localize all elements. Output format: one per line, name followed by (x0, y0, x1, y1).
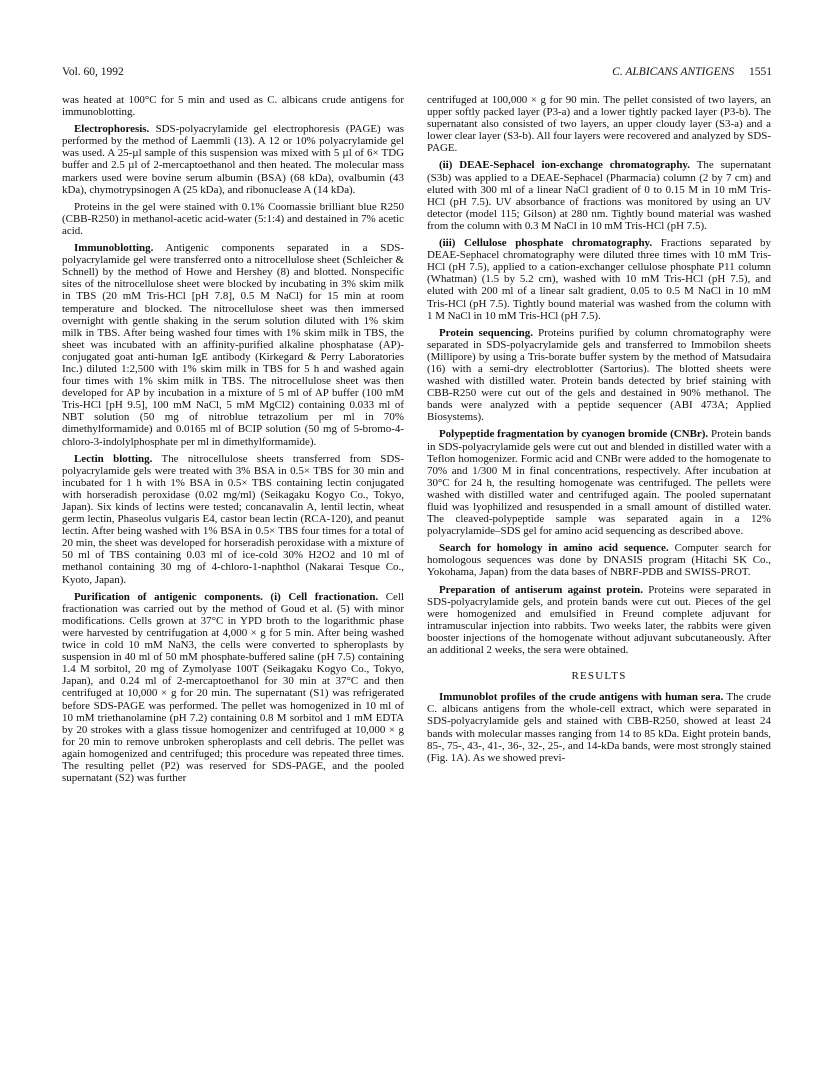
header-right (612, 66, 772, 78)
paragraph: centrifuged at 100,000 × g for 90 min. The pellet consisted of two layers, an upper softly packed layer (P3-a) and a lower tightly packed layer (P3-b). The supernatant also consisted of two layers, an upper cloudy layer (S3-a) and a lower clear layer (S3-b). All four layers were recovered and analyzed by SDS-PAGE. (427, 94, 771, 155)
paragraph: Lectin blotting. The nitrocellulose sheets transferred from SDS-polyacrylamide gels were treated with 3% BSA in 0.5× TBS for 30 min and incubated for 1 h with 1% BSA in 0.5× TBS containing lectin conjugated with horseradish peroxidase (0.02 mg/ml) (Seikagaku Kogyo Co., Tokyo, Japan). Six kinds of lectins were tested; concanavalin A, lentil lectin, wheat germ lectin, Phaseolus vulgaris E4, castor bean lectin (RCA-120), and peanut lectin. After being washed with 1% BSA in 0.5× TBS four times for a total of 20 min, the sheet was developed for horseradish peroxidase with a mixture of 50 ml of TBS containing 0.03 ml of ice-cold 30% H2O2 and 10 ml of methanol containing 30 mg of 4-chloro-1-naphthol (Nakarai Tesque Co., Kyoto, Japan). (62, 452, 404, 586)
section-heading: Electrophoresis. (74, 123, 150, 136)
results-section-title: RESULTS (571, 670, 627, 683)
section-heading: Immunoblotting. (74, 242, 154, 255)
paragraph: Immunoblot profiles of the crude antigens with human sera. The crude C. albicans antigens from the whole-cell extract, which were separated in SDS-polyacrylamide gels and stained with CBB-R250, showed at least 24 bands with molecular masses ranging from 14 to 85 kDa. Eight protein bands, 85-, 75-, 43-, 41-, 36-, 32-, 25-, and 14-kDa bands, were most strongly stained (Fig. 1A). As we showed previ- (427, 691, 771, 764)
volume-year: Vol. 60, 1992 (62, 66, 124, 78)
paragraph: Protein sequencing. Proteins purified by column chromatography were separated in SDS-polyacrylamide gels and transferred to Immobilon sheets (Millipore) by using a Tris-borate buffer system by the method of Matsudaira (16) with a semi-dry electroblotter (Sartorius). The blotted sheets were washed with distilled water. Protein bands detected by brief staining with CBB-R250 were cut out of the gels and destained in 90% methanol. The bands were analyzed with a peptide sequencer (ABI 473A; Applied Biosystems). (427, 326, 771, 424)
running-header (62, 66, 772, 84)
paragraph: Proteins in the gel were stained with 0.1% Coomassie brilliant blue R250 (CBB-R250) in methanol-acetic acid-water (5:1:4) and destained in 7% acetic acid. (62, 200, 404, 237)
paragraph: Preparation of antiserum against protein. Proteins were separated in SDS-polyacrylamide gels, and protein bands were cut out. Pieces of the gel were homogenized and emulsified in Freund complete adjuvant for intramuscular injection into rabbits. Two weeks later, the rabbits were given booster injections of the homogenate without adjuvant subcutaneously. After an additional 2 weeks, the sera were obtained. (427, 583, 772, 657)
right-column (427, 94, 771, 765)
section-heading: Search for homology in amino acid sequence. (439, 542, 669, 555)
paragraph: Immunoblotting. Antigenic components separated in a SDS-polyacrylamide gel were transferred onto a nitrocellulose sheet (Schleicher & Schnell) by the method of Howe and Hershey (8) and blotted. Nonspecific sites of the nitrocellulose sheet were blocked by incubating in 3% skim milk in TBS (20 mM Tris-HCl [pH 7.8], 0.5 M NaCl) for 15 min at room temperature and blocked. The nitrocellulose sheet was then immersed overnight with gentle shaking in the serum solution diluted with 1% skim milk in TBS. After being washed four times with 1% skim milk in TBS, the sheet was incubated with an affinity-purified alkaline phosphatase (AP)-conjugated goat anti-human IgE antibody (Kirkegard & Perry Laboratories Inc.) diluted 1:2,500 with 1% skim milk in TBS for 5 h and washed again four times with 1% skim milk in TBS. The nitrocellulose sheet was then developed for AP by incubation in a mixture of 5 ml of AP buffer (100 mM Tris-HCl [pH 9.5], 100 mM NaCl, 5 mM MgCl2) containing 0.033 ml of NBT solution (50 mg of nitroblue tetrazolium per ml in 70% dimethylformamide) and 0.0165 ml of BCIP solution (50 mg of 5-bromo-4-chloro-3-indolylphosphate per ml in dimethylformamide). (62, 242, 404, 448)
paragraph: Purification of antigenic components. (i) Cell fractionation. Cell fractionation was carried out by the method of Goud et al. (5) with minor modifications. Cells grown at 37°C in YPD broth to the logarithmic phase were harvested by centrifugation at 4,000 × g for 5 min. After being washed twice in cold 10 mM NaN3, the cells were converted to spheroplasts by suspension in 40 ml of 50 mM phosphate-buffered saline (pH 7.5) containing 1.4 M sorbitol, 20 mg of Zymolyase 100T (Seikagaku Kogyo Co., Tokyo, Japan), and 0.24 ml of 2-mercaptoethanol for 30 min at 37°C and then centrifuged at 10,000 × g for 20 min. The supernatant (S1) was refrigerated before SDS-PAGE was performed. The pellet was homogenized in 10 ml of 10 mM triethanolamine (pH 7.2) containing 0.8 M sorbitol and 1 mM EDTA by 20 strokes with a glass tissue homogenizer and centrifuged at 10,000 × g for 20 min to remove unbroken spheroplasts and cell debris. The pellet was again homogenized and centrifuged; this procedure was repeated three times. The resulting pellet (P2) was reserved for SDS-PAGE, and the pooled supernatant (S2) was further (62, 590, 404, 785)
section-heading: (iii) Cellulose phosphate chromatography. (439, 237, 653, 250)
paragraph: Electrophoresis. SDS-polyacrylamide gel electrophoresis (PAGE) was performed by the method of Laemmli (13). A 12 or 10% polyacrylamide gel was used. A 25-µl sample of this suspension was mixed with 5 µl of 6× TDG buffer and 2.5 µl of 2-mercaptoethanol and then heated. The molecular mass markers used were bovine serum albumin (BSA) (68 kDa), ovalbumin (43 kDa), chymotrypsinogen A (25 kDa), and ribonuclease A (14 kDa). (62, 123, 404, 196)
section-heading: Lectin blotting. (74, 452, 153, 465)
paragraph: (iii) Cellulose phosphate chromatography. Fractions separated by DEAE-Sephacel chromatography were diluted three times with 10 mM Tris-HCl (pH 7.5), applied to a cation-exchanger cellulose phosphate P11 column (Whatman) (1.5 by 5.2 cm), washed with 10 mM Tris-HCl (pH 7.5), and eluted with 200 ml of a linear salt gradient, 0.05 to 0.5 M NaCl in 10 mM Tris-HCl (pH 7.5). Tightly bound material was washed from the column with 1 M NaCl in 10 mM Tris-HCl (pH 7.5). (427, 237, 771, 322)
section-heading: Protein sequencing. (439, 326, 533, 339)
section-heading: Immunoblot profiles of the crude antigens with human sera. (439, 691, 724, 704)
paragraph: (ii) DEAE-Sephacel ion-exchange chromatography. The supernatant (S3b) was applied to a DEAE-Sephacel (Pharmacia) column (2 by 7 cm) and eluted with 300 ml of a linear NaCl gradient of 0 to 0.15 M in 10 mM Tris-HCl (pH 7.5). UV absorbance of fractions was monitored by using an UV detector (model 115; Gilson) at 280 nm. Tightly bound material was washed from the column with 0.3 M NaCl in 10 mM Tris-HCl (pH 7.5). (427, 159, 771, 232)
paragraph: Search for homology in amino acid sequence. Computer search for homologous sequences was done by DNASIS program (Hitachi SK Co., Yokohama, Japan) from the data bases of NBRF-PDB and SWISS-PROT. (427, 542, 771, 579)
paragraph: Polypeptide fragmentation by cyanogen bromide (CNBr). Protein bands in SDS-polyacrylamide gels were cut out and blended in distilled water with a Teflon homogenizer. Formic acid and CNBr were added to the homogenate to 70% and 1/300 M in final concentrations, respectively. After incubation at 30°C for 24 h, the resulting homogenate was centrifuged. The pellets were washed with distilled water and centrifuged again. The pooled supernatant fluid was lyophilized and resuspended in a small amount of distilled water. The cleaved-polypeptide sample was separated again in a 12% polyacrylamide–SDS gel for amino acid sequencing as described above. (427, 428, 771, 538)
page-number: 1551 (749, 66, 772, 78)
left-column (62, 94, 404, 785)
section-heading: Purification of antigenic components. (i) Cell fractionation. (74, 590, 379, 603)
section-heading: Preparation of antiserum against protein. (439, 583, 643, 596)
section-heading: (ii) DEAE-Sephacel ion-exchange chromatography. (439, 159, 691, 172)
running-title: C. ALBICANS ANTIGENS (612, 66, 735, 78)
paragraph: was heated at 100°C for 5 min and used as C. albicans crude antigens for immunoblotting. (62, 94, 404, 119)
section-heading: Polypeptide fragmentation by cyanogen bromide (CNBr). (439, 428, 709, 441)
